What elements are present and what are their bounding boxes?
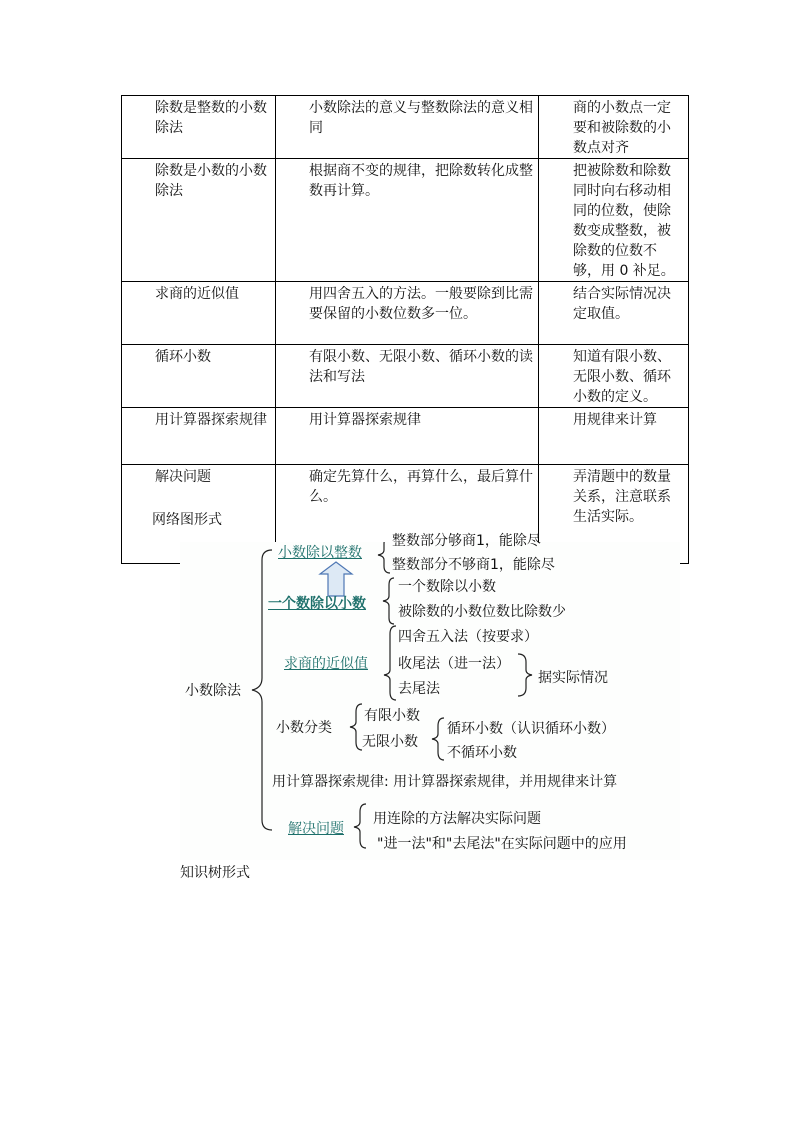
leaf: 整数部分不够商1，能除尽 [392,557,555,573]
table-cell: 用规律来计算 [539,408,689,465]
branch-decimal-classes: 小数分类 [276,720,332,736]
tree-caption: 知识树形式 [180,865,250,881]
table-cell: 除数是小数的小数除法 [122,159,276,282]
branch-divide-by-integer: 小数除以整数 [278,545,362,561]
branch-approx-quotient: 求商的近似值 [284,656,368,672]
table-cell: 把被除数和除数同时向右移动相同的位数，使除数变成整数，被除数的位数不够，用 0 补足。 [539,159,689,282]
table-cell: 用四舍五入的方法。一般要除到比需要保留的小数位数多一位。 [276,282,539,345]
table-cell: 确定先算什么，再算什么，最后算什么。 [276,465,539,564]
leaf: 不循环小数 [447,745,517,761]
leaf: 收尾法（进一法） [398,656,510,672]
table-cell: 解决问题 [122,465,276,564]
leaf: 整数部分够商1，能除尽 [392,533,541,549]
table-cell: 有限小数、无限小数、循环小数的读法和写法 [276,345,539,408]
table-cell: 求商的近似值 [122,282,276,345]
table-cell: 用计算器探索规律 [276,408,539,465]
leaf: 一个数除以小数 [398,579,496,595]
table-row [122,96,689,159]
leaf: 去尾法 [398,681,440,697]
table-row [122,159,689,282]
branch-calculator: 用计算器探索规律: 用计算器探索规律，并用规律来计算 [272,774,618,790]
mind-map-root: 小数除法 [185,683,241,699]
table-row [122,282,689,345]
table-cell: 小数除法的意义与整数除法的意义相同 [276,96,539,159]
leaf: 无限小数 [362,734,418,750]
leaf: 被除数的小数位数比除数少 [398,604,566,620]
leaf: 循环小数（认识循环小数） [447,721,615,737]
mind-map [180,533,680,860]
leaf: 用连除的方法解决实际问题 [373,811,541,827]
table-cell: 除数是整数的小数除法 [122,96,276,159]
table-cell: 用计算器探索规律 [122,408,276,465]
table-cell: 商的小数点一定要和被除数的小数点对齐 [539,96,689,159]
branch-divide-by-decimal: 一个数除以小数 [268,596,366,612]
leaf: "进一法"和"去尾法"在实际问题中的应用 [377,836,627,852]
table-cell: 结合实际情况决定取值。 [539,282,689,345]
table-cell: 循环小数 [122,345,276,408]
network-caption: 网络图形式 [152,512,222,528]
branch-problem-solving: 解决问题 [288,821,344,837]
table-row [122,345,689,408]
table-cell: 弄清题中的数量关系，注意联系生活实际。 [539,465,689,564]
table-cell: 根据商不变的规律，把除数转化成整数再计算。 [276,159,539,282]
leaf-note: 据实际情况 [538,670,608,686]
leaf: 有限小数 [364,708,420,724]
table-row [122,408,689,465]
leaf: 四舍五入法（按要求） [398,629,538,645]
knowledge-table [121,95,689,564]
table-cell: 知道有限小数、无限小数、循环小数的定义。 [539,345,689,408]
